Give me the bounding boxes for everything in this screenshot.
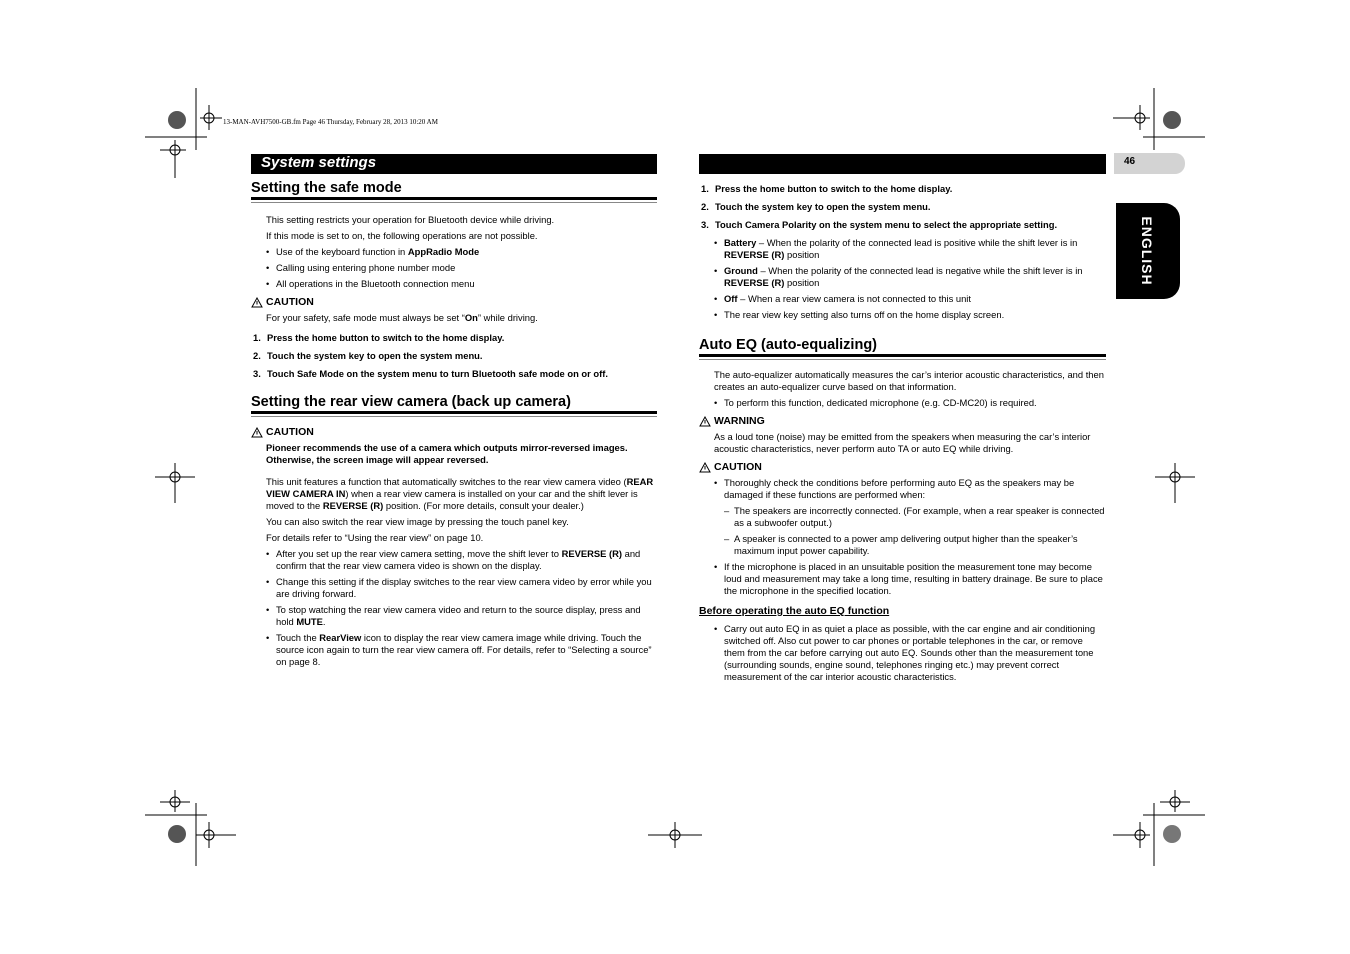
paragraph: If this mode is set to on, the following operations are not possible. [266, 230, 538, 241]
bullet-list [266, 548, 657, 668]
steps-list [251, 332, 657, 380]
list-item: • Use of the keyboard function in AppRadio Mode [266, 246, 657, 258]
caution-heading: CAUTION [699, 461, 1106, 473]
heading-rear-camera: Setting the rear view camera (back up camera) [251, 392, 657, 414]
list-item: • To perform this function, dedicated microphone (e.g. CD-MC20) is required. [714, 397, 1106, 409]
language-label: ENGLISH [1139, 216, 1155, 286]
list-item: • All operations in the Bluetooth connection menu [266, 278, 657, 290]
step-item: 3. Touch Safe Mode on the system menu to turn Bluetooth safe mode on or off. [253, 368, 608, 379]
bullet-list [714, 397, 1106, 409]
warning-triangle-icon [699, 462, 711, 473]
heading-auto-eq: Auto EQ (auto-equalizing) [699, 335, 1106, 357]
paragraph: For details refer to “Using the rear view” on page 10. [266, 532, 484, 543]
bullet-list [714, 623, 1106, 683]
warning-triangle-icon [251, 427, 263, 438]
list-item: • Battery – When the polarity of the connected lead is positive while the shift lever is in REVERSE (R) position [714, 237, 1106, 261]
left-column [251, 178, 657, 672]
list-item: • The rear view key setting also turns off on the home display screen. [714, 309, 1106, 321]
paragraph: You can also switch the rear view image by pressing the touch panel key. [266, 516, 569, 527]
paragraph: This unit features a function that automatically switches to the rear view camera video (REAR VIEW CAMERA IN) when a rear view camera is installed on your car and the shift lever is moved to the REVERSE (R) position. (For more details, consult your dealer.) [266, 476, 654, 511]
list-item: • Off – When a rear view camera is not connected to this unit [714, 293, 1106, 305]
list-item: • If the microphone is placed in an unsuitable position the measurement tone may become loud and measurement may take a long time, resulting in battery drainage. Be sure to place the microphone in the specified location. [714, 561, 1106, 597]
dash-list [714, 505, 1106, 557]
list-item: • To stop watching the rear view camera video and return to the source display, press and hold MUTE. [266, 604, 657, 628]
list-item: • Change this setting if the display switches to the rear view camera video by error while you are driving forward. [266, 576, 657, 600]
language-tab [1116, 203, 1180, 299]
caution-text: For your safety, safe mode must always be set “On” while driving. [266, 312, 538, 323]
page-number-tab [1114, 153, 1185, 174]
bullet-list [714, 237, 1106, 321]
section-title: System settings [261, 154, 377, 171]
warning-text: As a loud tone (noise) may be emitted from the speakers when measuring the car’s interior acoustic characteristics, never perform auto TA or auto EQ while driving. [714, 431, 1091, 454]
file-info-line: 13-MAN-AVH7500-GB.fm Page 46 Thursday, February 28, 2013 10:20 AM [223, 118, 438, 126]
list-item: • Carry out auto EQ in as quiet a place as possible, with the car engine and air conditioning switched off. Also cut power to car phones or portable telephones in the car, or remove them from the car before carrying out auto EQ. Sounds other than the measurement tone (surrounding sounds, engine sound, telephones ringing etc.) may prevent correct measurement of the car interior acoustic characteristics. [714, 623, 1106, 683]
list-item: • Ground – When the polarity of the connected lead is negative while the shift lever is in REVERSE (R) position [714, 265, 1106, 289]
section-header-bar [251, 154, 657, 174]
caution-heading: CAUTION [251, 426, 657, 438]
step-item: 1. Press the home button to switch to the home display. [701, 183, 953, 194]
bullet-list [714, 561, 1106, 597]
list-item: • Thoroughly check the conditions before performing auto EQ as the speakers may be damaged if these functions are performed when: [714, 477, 1106, 501]
bullet-list [714, 477, 1106, 501]
steps-list [699, 183, 1106, 231]
list-item: • Touch the RearView icon to display the rear view camera image while driving. Touch the source icon again to turn the rear view camera off. For details, refer to “Selecting a source” on page 8. [266, 632, 657, 668]
caution-heading: CAUTION [251, 296, 657, 308]
paragraph: The auto-equalizer automatically measures the car’s interior acoustic characteristics, and then creates an auto-equalizer curve based on that information. [714, 369, 1104, 392]
step-item: 3. Touch Camera Polarity on the system menu to select the appropriate setting. [701, 219, 1058, 230]
caution-text: Pioneer recommends the use of a camera which outputs mirror-reversed images. Otherwise, the screen image will appear reversed. [266, 442, 628, 465]
paragraph: This setting restricts your operation for Bluetooth device while driving. [266, 214, 555, 225]
list-item: – A speaker is connected to a power amp delivering output higher than the speaker’s maximum input power capability. [724, 533, 1106, 557]
list-item: • Calling using entering phone number mode [266, 262, 657, 274]
heading-safe-mode: Setting the safe mode [251, 178, 657, 200]
warning-triangle-icon [699, 416, 711, 427]
list-item: • After you set up the rear view camera setting, move the shift lever to REVERSE (R) and confirm that the rear view camera video is shown on the display. [266, 548, 657, 572]
bullet-list [266, 246, 657, 290]
section-header-bar-right [699, 154, 1106, 174]
step-item: 2. Touch the system key to open the system menu. [701, 201, 931, 212]
list-item: – The speakers are incorrectly connected. (For example, when a rear speaker is connected as a subwoofer output.) [724, 505, 1106, 529]
warning-heading: WARNING [699, 415, 1106, 427]
page-number: 46 [1124, 156, 1136, 167]
right-column [699, 178, 1106, 687]
step-item: 2. Touch the system key to open the system menu. [253, 350, 483, 361]
warning-triangle-icon [251, 297, 263, 308]
sub-heading: Before operating the auto EQ function [699, 605, 890, 617]
step-item: 1. Press the home button to switch to the home display. [253, 332, 505, 343]
